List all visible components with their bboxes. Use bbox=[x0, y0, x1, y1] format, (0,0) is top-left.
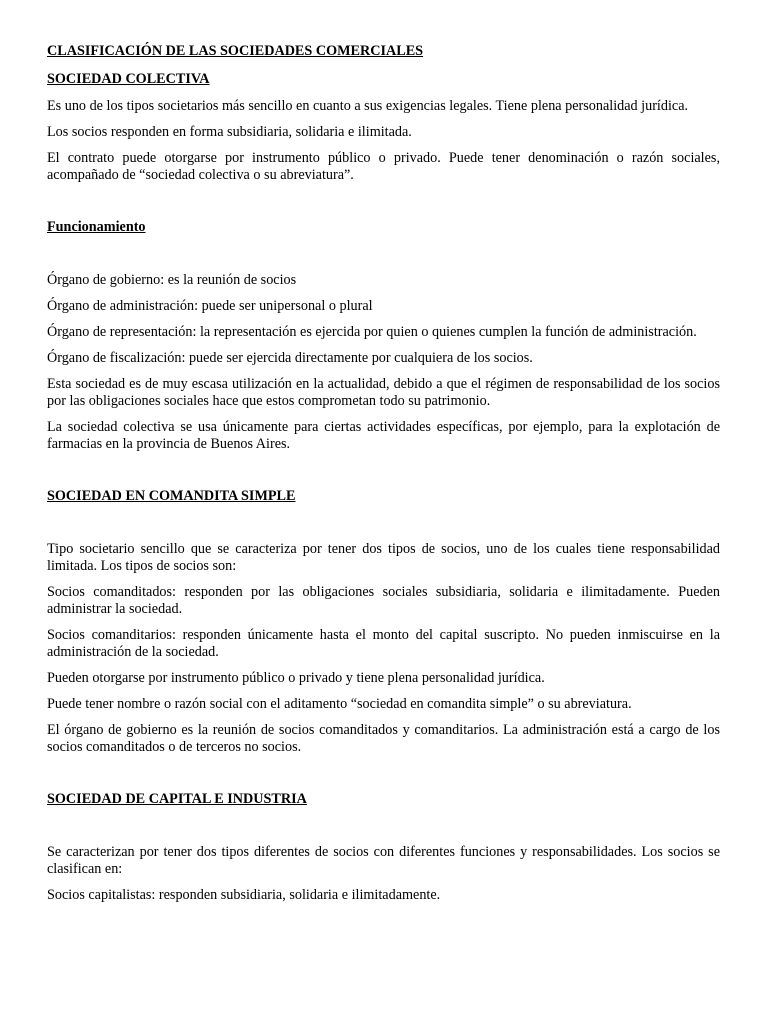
paragraph: Órgano de fiscalización: puede ser ejercida directamente por cualquiera de los socios. bbox=[47, 350, 533, 366]
paragraph: Órgano de gobierno: es la reunión de socios bbox=[47, 272, 297, 288]
paragraph: Pueden otorgarse por instrumento público o privado y tiene plena personalidad jurídica. bbox=[47, 670, 545, 686]
paragraph: Puede tener nombre o razón social con el aditamento “sociedad en comandita simple” o su abreviatura. bbox=[47, 696, 632, 712]
paragraph: El órgano de gobierno es la reunión de socios comanditados y comanditarios. La administración está a cargo de los socios comanditados o de terceros no socios. bbox=[47, 722, 720, 755]
paragraph: Socios comanditados: responden por las obligaciones sociales subsidiaria, solidaria e ilimitadamente. Pueden administrar la sociedad. bbox=[47, 584, 720, 617]
paragraph: Es uno de los tipos societarios más sencillo en cuanto a sus exigencias legales. Tiene plena personalidad jurídica. bbox=[47, 98, 689, 114]
paragraph: Los socios responden en forma subsidiaria, solidaria e ilimitada. bbox=[47, 124, 412, 140]
paragraph: Esta sociedad es de muy escasa utilización en la actualidad, debido a que el régimen de responsabilidad de los socios por las obligaciones sociales hace que estos comprometan todo su patrimonio. bbox=[47, 376, 720, 409]
paragraph: Socios comanditarios: responden únicamente hasta el monto del capital suscripto. No pueden inmiscuirse en la administración de la sociedad. bbox=[47, 627, 720, 660]
paragraph: Se caracterizan por tener dos tipos diferentes de socios con diferentes funciones y responsabilidades. Los socios se clasifican en: bbox=[47, 844, 720, 877]
heading-sociedad-colectiva: SOCIEDAD COLECTIVA bbox=[47, 71, 210, 87]
paragraph: Órgano de administración: puede ser unipersonal o plural bbox=[47, 298, 373, 314]
paragraph: Tipo societario sencillo que se caracteriza por tener dos tipos de socios, uno de los cuales tiene responsabilidad limitada. Los tipos de socios son: bbox=[47, 541, 720, 574]
paragraph: Socios capitalistas: responden subsidiaria, solidaria e ilimitadamente. bbox=[47, 887, 441, 903]
document-title: CLASIFICACIÓN DE LAS SOCIEDADES COMERCIALES bbox=[47, 43, 424, 59]
heading-comandita-simple: SOCIEDAD EN COMANDITA SIMPLE bbox=[47, 488, 296, 504]
heading-funcionamiento: Funcionamiento bbox=[47, 219, 146, 235]
paragraph: El contrato puede otorgarse por instrumento público o privado. Puede tener denominación o razón sociales, acompañado de “sociedad colectiva o su abreviatura”. bbox=[47, 150, 720, 183]
paragraph: Órgano de representación: la representación es ejercida por quien o quienes cumplen la función de administración. bbox=[47, 324, 697, 340]
paragraph: La sociedad colectiva se usa únicamente para ciertas actividades específicas, por ejemplo, para la explotación de farmacias en la provincia de Buenos Aires. bbox=[47, 419, 720, 452]
heading-capital-industria: SOCIEDAD DE CAPITAL E INDUSTRIA bbox=[47, 791, 307, 807]
